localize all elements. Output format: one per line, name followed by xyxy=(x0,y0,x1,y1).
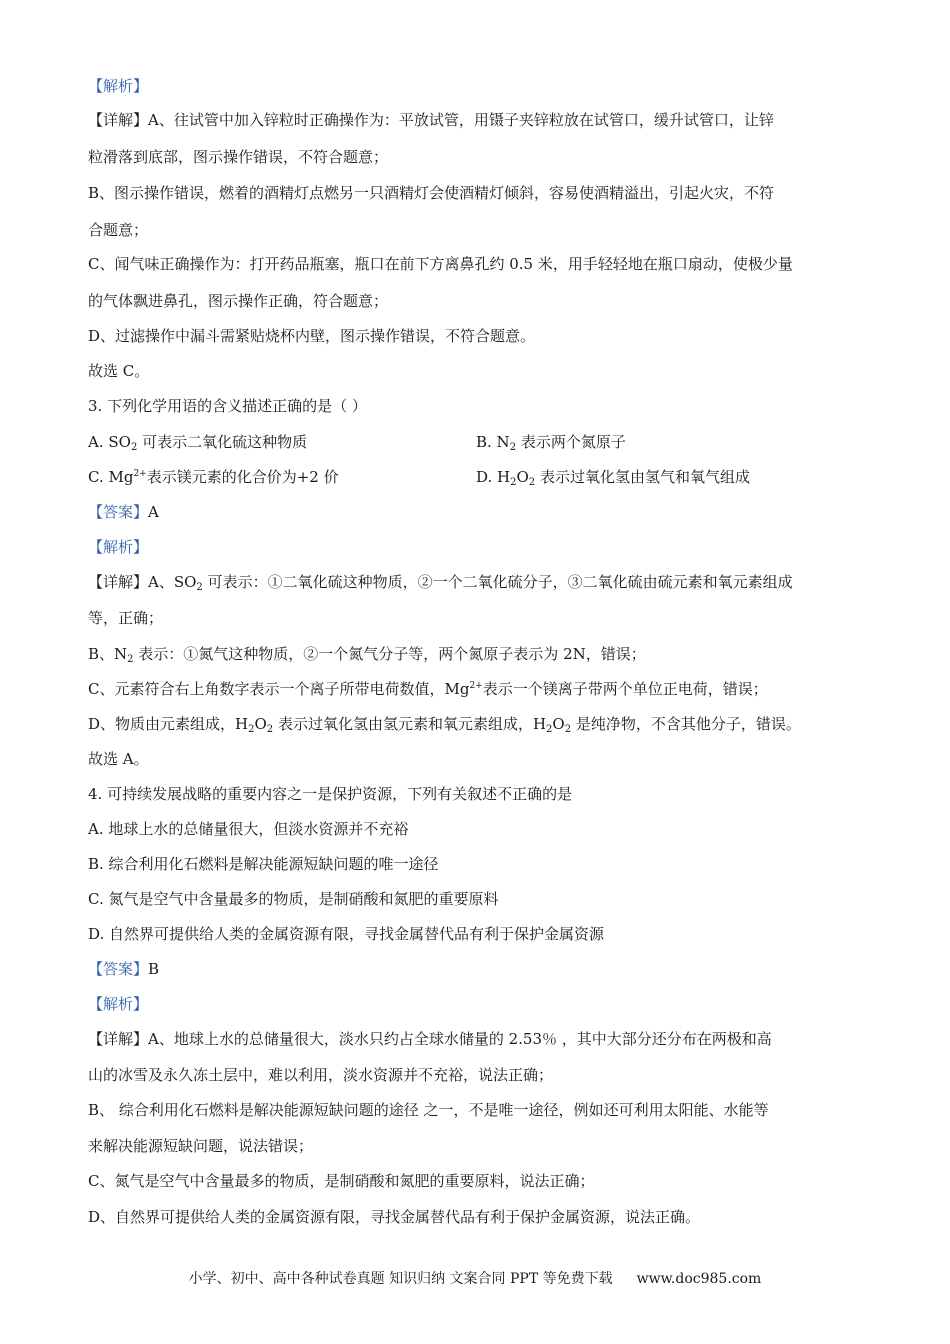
q4-detail-line-5: C、氮气是空气中含量最多的物质，是制硝酸和氮肥的重要原料，说法正确； xyxy=(88,1172,595,1190)
q3-answer xyxy=(88,502,159,522)
q3-detail-line-4: C、元素符合右上角数字表示一个离子所带电荷数值，$Mg^{2+}$表示一个镁离子带两个单位正电荷，错误； xyxy=(88,680,768,698)
q2-detail-line-1 xyxy=(88,110,774,130)
answer-value: A xyxy=(148,503,159,521)
q3-analysis-tag xyxy=(88,537,148,557)
q2-conclusion: 故选 C。 xyxy=(88,362,150,380)
analysis-label: 【解析】 xyxy=(88,77,149,95)
q4-analysis-tag xyxy=(88,994,148,1014)
footer-link[interactable]: www.doc985.com xyxy=(636,1271,762,1287)
q4-stem: 4. 可持续发展战略的重要内容之一是保护资源，下列有关叙述不正确的是 xyxy=(88,785,573,803)
footer-text: 小学、初中、高中各种试卷真题 知识归纳 文案合同 PPT 等免费下载 xyxy=(188,1271,613,1287)
q4-detail-line-2: 山的冰雪及永久冻土层中，难以利用，淡水资源并不充裕，说法正确； xyxy=(88,1066,554,1084)
answer-label: 【答案】 xyxy=(88,960,149,978)
answer-label: 【答案】 xyxy=(88,503,149,521)
q4-detail-line-4: 来解决能源短缺问题，说法错误； xyxy=(88,1137,314,1155)
page-footer xyxy=(0,1268,950,1288)
detail-label: 【详解】 xyxy=(88,1030,149,1048)
q4-option-b: B. 综合利用化石燃料是解决能源短缺问题的唯一途径 xyxy=(88,855,439,873)
q2-detail-line-3: B、图示操作错误，燃着的酒精灯点燃另一只酒精灯会使酒精灯倾斜，容易使酒精溢出，引起火灾，不符 xyxy=(88,184,775,202)
q3-stem: 3. 下列化学用语的含义描述正确的是（ ） xyxy=(88,397,367,415)
q4-answer xyxy=(88,959,159,979)
q3-conclusion: 故选 A。 xyxy=(88,750,149,768)
detail-label: 【详解】 xyxy=(88,111,149,129)
q2-detail-line-5: C、闻气味正确操作为：打开药品瓶塞，瓶口在前下方离鼻孔约 0.5 米，用手轻轻地在瓶口扇动，使极少量 xyxy=(88,255,793,273)
q3-detail-line-1: 【详解】A、$SO_2$ 可表示：①二氧化硫这种物质，②一个二氧化硫分子，③二氧化硫由硫元素和氧元素组成 xyxy=(88,573,793,593)
q3-option-b: B. $N_2$ 表示两个氮原子 xyxy=(476,433,626,453)
q4-option-d: D. 自然界可提供给人类的金属资源有限，寻找金属替代品有利于保护金属资源 xyxy=(88,925,605,943)
q3-detail-line-3: B、$N_2$ 表示：①氮气这种物质，②一个氮气分子等，两个氮原子表示为 2N，错误； xyxy=(88,645,646,665)
q4-option-c: C. 氮气是空气中含量最多的物质，是制硝酸和氮肥的重要原料 xyxy=(88,890,499,908)
q3-detail-line-2: 等，正确； xyxy=(88,609,164,627)
analysis-tag xyxy=(88,76,148,96)
q2-detail-line-2: 粒滑落到底部，图示操作错误，不符合题意； xyxy=(88,148,389,166)
q3-option-a: A. $SO_2$ 可表示二氧化硫这种物质 xyxy=(88,433,308,453)
q4-detail-line-1: 【详解】A、地球上水的总储量很大，淡水只约占全球水储量的 2.53％ ，其中大部分还分布在两极和高 xyxy=(88,1030,772,1048)
q4-detail-line-6: D、自然界可提供给人类的金属资源有限，寻找金属替代品有利于保护金属资源，说法正确。 xyxy=(88,1208,701,1226)
analysis-label: 【解析】 xyxy=(88,995,149,1013)
q4-option-a: A. 地球上水的总储量很大，但淡水资源并不充裕 xyxy=(88,820,409,838)
analysis-label: 【解析】 xyxy=(88,538,149,556)
q2-detail-line-7: D、过滤操作中漏斗需紧贴烧杯内壁，图示操作错误，不符合题意。 xyxy=(88,327,536,345)
answer-value: B xyxy=(148,960,160,978)
q2-detail-line-6: 的气体飘进鼻孔，图示操作正确，符合题意； xyxy=(88,292,389,310)
detail-label: 【详解】 xyxy=(88,573,149,591)
q3-option-c: C. $Mg^{2+}$表示镁元素的化合价为+2 价 xyxy=(88,468,339,486)
q4-detail-line-3: B、 综合利用化石燃料是解决能源短缺问题的途径 之一，不是唯一途径，例如还可利用太阳能、水能等 xyxy=(88,1101,769,1119)
q2-text: A、往试管中加入锌粒时正确操作为：平放试管，用镊子夹锌粒放在试管口，缓升试管口，让锌 xyxy=(148,111,774,129)
q3-option-d: D. $H_2O_2$ 表示过氧化氢由氢气和氧气组成 xyxy=(476,468,750,488)
q3-detail-line-5: D、物质由元素组成，$H_2O_2$ 表示过氧化氢由氢元素和氧元素组成，$H_2O_2$ 是纯净物，不含其他分子，错误。 xyxy=(88,715,801,735)
q2-detail-line-4: 合题意； xyxy=(88,221,149,239)
